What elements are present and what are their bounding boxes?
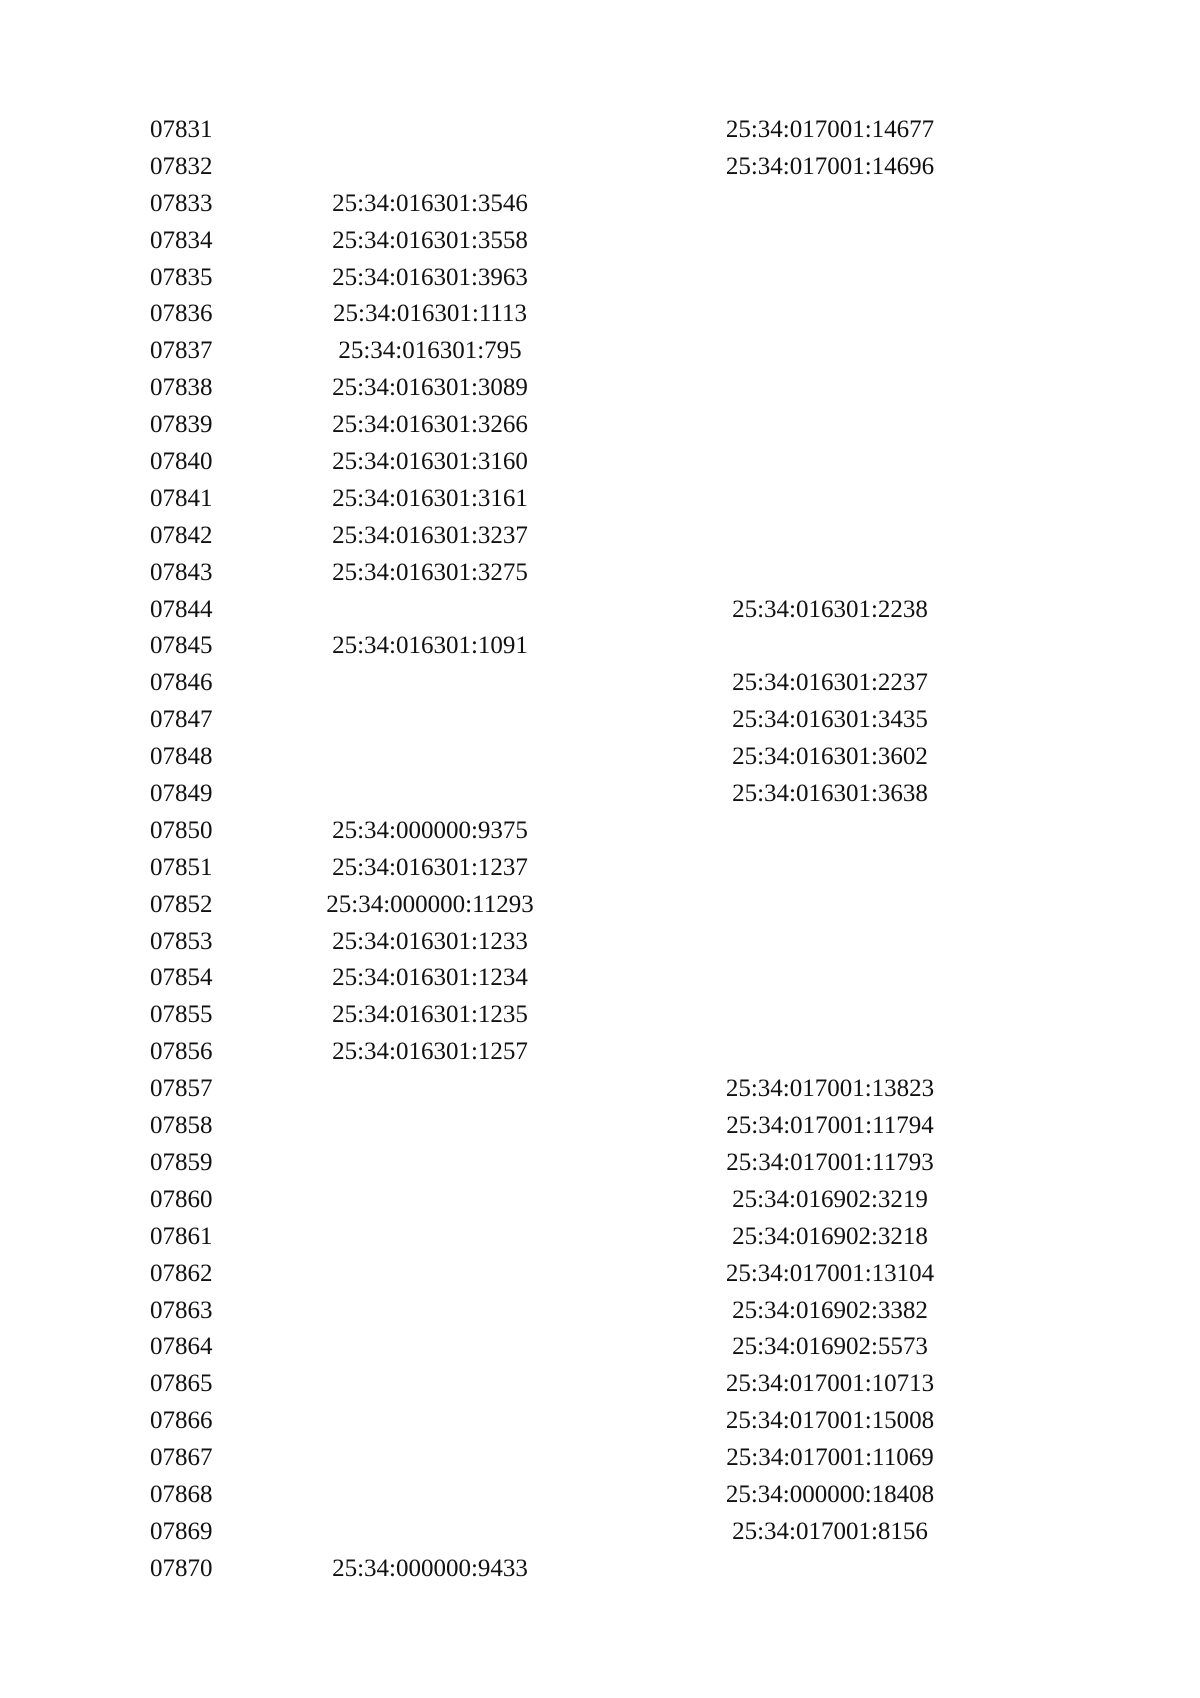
- row-number: 07837: [150, 337, 213, 365]
- cadastral-number-column-2: [680, 813, 980, 850]
- row-number: 07868: [150, 1480, 213, 1508]
- row-number: 07831: [150, 116, 213, 143]
- cadastral-number-column-2: 25:34:016301:3638: [732, 780, 928, 808]
- cadastral-number-column-1: 25:34:016301:1091: [332, 632, 528, 660]
- cadastral-number-column-2: [680, 296, 980, 333]
- row-number: 07859: [150, 1148, 213, 1176]
- cadastral-number-column-1: 25:34:016301:1113: [333, 300, 527, 328]
- row-number: 07856: [150, 1038, 213, 1066]
- cadastral-number-column-1: [280, 592, 580, 629]
- cadastral-number-column-2: [680, 850, 980, 887]
- table-row: [0, 370, 1200, 407]
- cadastral-number-column-2: 25:34:017001:14696: [725, 152, 935, 180]
- row-number: 07846: [150, 669, 213, 697]
- cadastral-number-column-2: 25:34:016902:3219: [732, 1185, 928, 1213]
- table-row: [0, 1514, 1200, 1551]
- cadastral-number-column-2: [680, 960, 980, 997]
- row-number: 07844: [150, 595, 213, 623]
- row-number: 07860: [150, 1185, 213, 1213]
- table-row: [0, 813, 1200, 850]
- cadastral-number-column-2: [680, 997, 980, 1034]
- row-number: 07834: [150, 226, 213, 254]
- cadastral-number-column-1: [280, 1108, 580, 1145]
- row-number: 07843: [150, 558, 213, 586]
- row-number: 07864: [150, 1333, 213, 1361]
- table-row: [0, 997, 1200, 1034]
- cadastral-number-column-1: [280, 149, 580, 186]
- row-number: 07850: [150, 816, 213, 844]
- cadastral-number-column-2: [680, 628, 980, 665]
- cadastral-number-column-2: 25:34:016301:3602: [732, 743, 928, 771]
- table-row: [0, 1219, 1200, 1256]
- row-number: 07862: [150, 1259, 213, 1287]
- cadastral-number-column-1: 25:34:016301:1235: [332, 1001, 528, 1029]
- table-row: [0, 960, 1200, 997]
- row-number: 07863: [150, 1296, 213, 1324]
- cadastral-number-column-2: 25:34:017001:11794: [726, 1112, 934, 1140]
- row-number: 07836: [150, 300, 213, 328]
- row-number: 07838: [150, 374, 213, 402]
- cadastral-table: [0, 112, 1200, 1588]
- table-row: [0, 260, 1200, 297]
- table-row: [0, 333, 1200, 370]
- row-number: 07865: [150, 1370, 213, 1398]
- cadastral-number-column-1: 25:34:000000:9433: [332, 1554, 528, 1582]
- row-number: 07841: [150, 484, 213, 512]
- row-number: 07869: [150, 1517, 213, 1545]
- cadastral-number-column-1: [280, 1182, 580, 1219]
- table-row: [0, 1329, 1200, 1366]
- cadastral-number-column-1: 25:34:016301:3089: [332, 374, 528, 402]
- cadastral-number-column-1: [280, 1293, 580, 1330]
- cadastral-number-column-2: [680, 518, 980, 555]
- table-row: [0, 518, 1200, 555]
- table-row: [0, 1551, 1200, 1588]
- cadastral-number-column-2: [680, 223, 980, 260]
- cadastral-number-column-2: [680, 444, 980, 481]
- cadastral-number-column-2: 25:34:017001:14677: [725, 116, 935, 143]
- cadastral-number-column-2: [680, 555, 980, 592]
- table-row: [0, 628, 1200, 665]
- table-row: [0, 481, 1200, 518]
- table-row: [0, 665, 1200, 702]
- row-number: 07866: [150, 1407, 213, 1435]
- row-number: 07858: [150, 1112, 213, 1140]
- row-number: 07851: [150, 853, 213, 881]
- table-row: [0, 1477, 1200, 1514]
- cadastral-number-column-2: 25:34:017001:11069: [726, 1444, 934, 1472]
- cadastral-number-column-1: 25:34:016301:3237: [332, 521, 528, 549]
- cadastral-number-column-1: [280, 1403, 580, 1440]
- table-row: [0, 1034, 1200, 1071]
- cadastral-number-column-2: 25:34:017001:13823: [725, 1075, 935, 1103]
- row-number: 07839: [150, 411, 213, 439]
- cadastral-number-column-1: [280, 1145, 580, 1182]
- cadastral-number-column-1: 25:34:016301:3161: [332, 484, 528, 512]
- cadastral-number-column-1: [280, 112, 580, 149]
- table-row: [0, 1145, 1200, 1182]
- row-number: 07849: [150, 780, 213, 808]
- cadastral-number-column-1: [280, 739, 580, 776]
- cadastral-number-column-2: 25:34:016301:2237: [732, 669, 928, 697]
- cadastral-number-column-2: 25:34:017001:11793: [726, 1148, 934, 1176]
- row-number: 07847: [150, 706, 213, 734]
- cadastral-number-column-2: [680, 407, 980, 444]
- cadastral-number-column-1: 25:34:000000:11293: [326, 890, 534, 918]
- cadastral-number-column-1: [280, 1366, 580, 1403]
- table-row: [0, 149, 1200, 186]
- row-number: 07867: [150, 1444, 213, 1472]
- table-row: [0, 1293, 1200, 1330]
- row-number: 07835: [150, 263, 213, 291]
- table-row: [0, 924, 1200, 961]
- cadastral-number-column-2: 25:34:016902:3382: [732, 1296, 928, 1324]
- row-number: 07853: [150, 927, 213, 955]
- cadastral-number-column-1: 25:34:016301:3266: [332, 411, 528, 439]
- cadastral-number-column-2: 25:34:017001:13104: [725, 1259, 935, 1287]
- cadastral-number-column-2: [680, 1034, 980, 1071]
- cadastral-number-column-1: [280, 1440, 580, 1477]
- row-number: 07842: [150, 521, 213, 549]
- table-row: [0, 739, 1200, 776]
- cadastral-number-column-1: [280, 1477, 580, 1514]
- cadastral-number-column-1: [280, 1256, 580, 1293]
- cadastral-number-column-2: 25:34:016902:5573: [732, 1333, 928, 1361]
- cadastral-number-column-2: 25:34:017001:10713: [725, 1370, 935, 1398]
- table-row: [0, 887, 1200, 924]
- table-row: [0, 1403, 1200, 1440]
- table-row: [0, 850, 1200, 887]
- table-row: [0, 1108, 1200, 1145]
- cadastral-number-column-2: [680, 186, 980, 223]
- table-row: [0, 186, 1200, 223]
- cadastral-number-column-2: 25:34:017001:8156: [732, 1517, 928, 1545]
- row-number: 07861: [150, 1222, 213, 1250]
- row-number: 07840: [150, 448, 213, 476]
- cadastral-number-column-2: 25:34:016301:2238: [732, 595, 928, 623]
- cadastral-number-column-2: [680, 481, 980, 518]
- table-row: [0, 407, 1200, 444]
- cadastral-number-column-1: 25:34:016301:3546: [332, 189, 528, 217]
- cadastral-number-column-2: 25:34:016301:3435: [732, 706, 928, 734]
- cadastral-number-column-2: [680, 370, 980, 407]
- cadastral-number-column-2: 25:34:016902:3218: [732, 1222, 928, 1250]
- table-row: [0, 776, 1200, 813]
- cadastral-number-column-1: 25:34:016301:1257: [332, 1038, 528, 1066]
- table-row: [0, 1366, 1200, 1403]
- row-number: 07870: [150, 1554, 213, 1582]
- cadastral-number-column-2: [680, 887, 980, 924]
- table-row: [0, 1182, 1200, 1219]
- cadastral-number-column-1: [280, 702, 580, 739]
- cadastral-number-column-1: [280, 1071, 580, 1108]
- cadastral-number-column-1: 25:34:016301:1234: [332, 964, 528, 992]
- cadastral-number-column-1: 25:34:016301:795: [338, 337, 522, 365]
- row-number: 07845: [150, 632, 213, 660]
- cadastral-number-column-2: 25:34:017001:15008: [725, 1407, 935, 1435]
- row-number: 07857: [150, 1075, 213, 1103]
- cadastral-number-column-1: 25:34:016301:3963: [332, 263, 528, 291]
- cadastral-number-column-1: 25:34:016301:1233: [332, 927, 528, 955]
- cadastral-number-column-1: 25:34:000000:9375: [332, 816, 528, 844]
- table-row: [0, 1256, 1200, 1293]
- table-row: [0, 1440, 1200, 1477]
- cadastral-number-column-1: [280, 1219, 580, 1256]
- cadastral-number-column-1: 25:34:016301:3558: [332, 226, 528, 254]
- cadastral-number-column-2: [680, 333, 980, 370]
- cadastral-number-column-2: [680, 260, 980, 297]
- row-number: 07855: [150, 1001, 213, 1029]
- table-row: [0, 296, 1200, 333]
- cadastral-number-column-2: [680, 924, 980, 961]
- cadastral-number-column-1: 25:34:016301:3275: [332, 558, 528, 586]
- row-number: 07848: [150, 743, 213, 771]
- cadastral-number-column-2: 25:34:000000:18408: [725, 1480, 935, 1508]
- row-number: 07852: [150, 890, 213, 918]
- table-row: [0, 223, 1200, 260]
- row-number: 07832: [150, 152, 213, 180]
- cadastral-number-column-1: 25:34:016301:1237: [332, 853, 528, 881]
- table-row: [0, 592, 1200, 629]
- table-row: [0, 702, 1200, 739]
- table-row: [0, 444, 1200, 481]
- table-row: [0, 112, 1200, 149]
- cadastral-number-column-1: [280, 776, 580, 813]
- row-number: 07854: [150, 964, 213, 992]
- cadastral-number-column-2: [680, 1551, 980, 1588]
- cadastral-number-column-1: [280, 665, 580, 702]
- cadastral-number-column-1: 25:34:016301:3160: [332, 448, 528, 476]
- cadastral-number-column-1: [280, 1514, 580, 1551]
- table-row: [0, 555, 1200, 592]
- table-row: [0, 1071, 1200, 1108]
- row-number: 07833: [150, 189, 213, 217]
- cadastral-number-column-1: [280, 1329, 580, 1366]
